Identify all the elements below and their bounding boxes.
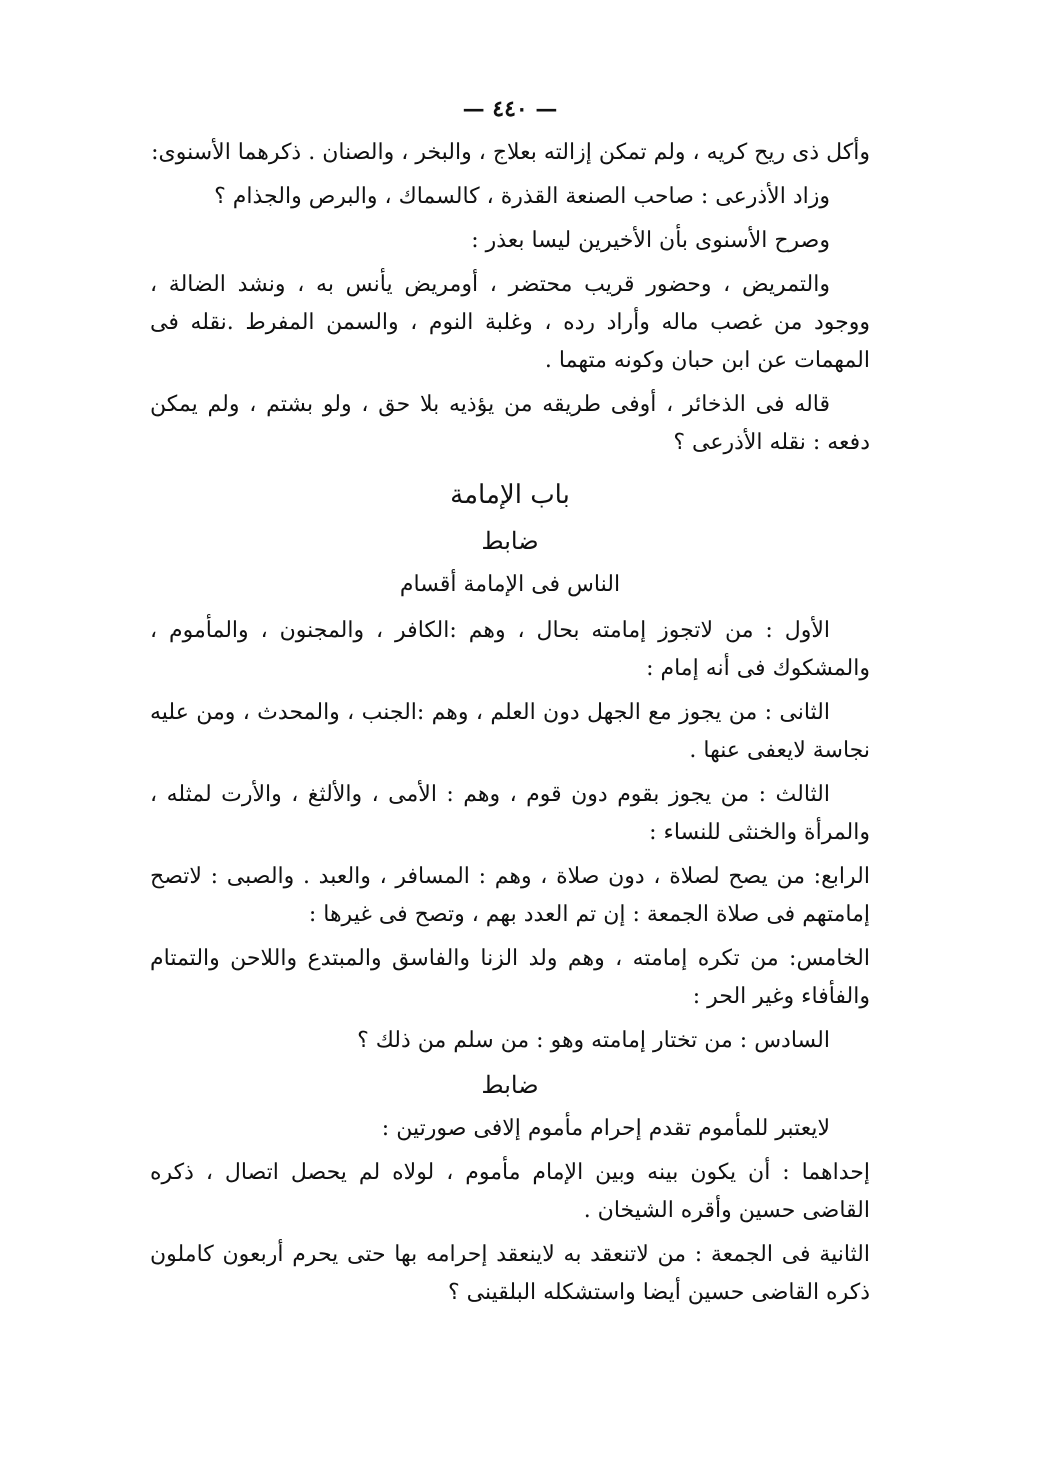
subheading: ضابط <box>481 1071 539 1099</box>
paragraph: والتمريض ، وحضور قريب محتضر ، أومريض يأنس به ، ونشد الضالة ، ووجود من غصب ماله وأراد رده ، وغلبة النوم ، والسمن المفرط .نقله فى المهمات عن ابن حبان وكونه متهما . <box>150 272 870 373</box>
paragraph: السادس : من تختار إمامته وهو : من سلم من ذلك ؟ <box>357 1028 830 1053</box>
subheading: ضابط <box>481 527 539 555</box>
paragraph: الثانى : من يجوز مع الجهل دون العلم ، وهم :الجنب ، والمحدث ، ومن عليه نجاسة لايعفى عنها . <box>150 700 870 763</box>
paragraph: الرابع: من يصح لصلاة ، دون صلاة ، وهم : المسافر ، والعبد . والصبى : لاتصح إمامتهم فى صلاة الجمعة : إن تم العدد بهم ، وتصح فى غيرها : <box>150 864 870 927</box>
paragraph: الأول : من لاتجوز إمامته بحال ، وهم :الكافر ، والمجنون ، والمأموم ، والمشكوك فى أنه إمام : <box>150 618 870 681</box>
paragraph: قاله فى الذخائر ، أوفى طريقه من يؤذيه بلا حق ، ولو بشتم ، ولم يمكن دفعه : نقله الأذرعى ؟ <box>150 392 870 455</box>
page-number: — ٤٤٠ — <box>462 96 558 122</box>
paragraph: وأكل ذى ريح كريه ، ولم تمكن إزالته بعلاج ، والبخر ، والصنان . ذكرهما الأسنوى: <box>151 140 870 165</box>
paragraph: وزاد الأذرعى : صاحب الصنعة القذرة ، كالسماك ، والبرص والجذام ؟ <box>214 184 830 209</box>
paragraph: لايعتبر للمأموم تقدم إحرام مأموم إلافى صورتين : <box>381 1116 830 1141</box>
book-page <box>150 90 870 1318</box>
paragraph: الثالث : من يجوز بقوم دون قوم ، وهم : الأمى ، والألثغ ، والأرت لمثله ، والمرأة والخنثى للنساء : <box>150 782 870 845</box>
section-title: باب الإمامة <box>450 480 570 510</box>
paragraph: وصرح الأسنوى بأن الأخيرين ليسا بعذر : <box>471 228 830 253</box>
paragraph: إحداهما : أن يكون بينه وبين الإمام مأموم ، لولاه لم يحصل اتصال ، ذكره القاضى حسين وأقره الشيخان . <box>150 1160 870 1223</box>
paragraph: الخامس: من تكره إمامته ، وهم ولد الزنا والفاسق والمبتدع واللاحن والتمتام والفأفاء وغير الحر : <box>150 946 870 1009</box>
paragraph: الثانية فى الجمعة : من لاتنعقد به لاينعقد إحرامه بها حتى يحرم أربعون كاملون ذكره القاضى حسين أيضا واستشكله البلقينى ؟ <box>150 1242 870 1305</box>
subtitle: الناس فى الإمامة أقسام <box>399 572 621 597</box>
